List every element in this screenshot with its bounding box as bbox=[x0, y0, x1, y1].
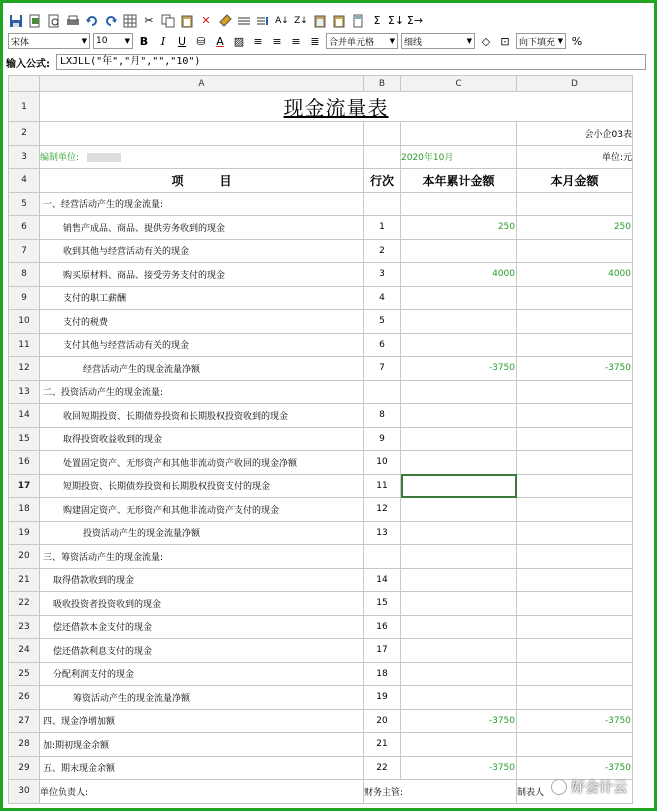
row-header[interactable]: 26 bbox=[9, 686, 40, 710]
row-header[interactable]: 30 bbox=[9, 780, 40, 804]
ytd-amount-cell[interactable] bbox=[401, 404, 517, 428]
month-amount-cell[interactable] bbox=[517, 380, 633, 404]
item-cell[interactable]: 投资活动产生的现金流量净额 bbox=[40, 521, 364, 545]
row-header[interactable]: 29 bbox=[9, 756, 40, 780]
row-header[interactable]: 19 bbox=[9, 521, 40, 545]
item-cell[interactable]: 分配利润支付的现金 bbox=[40, 662, 364, 686]
line-cell[interactable]: 11 bbox=[364, 474, 401, 498]
table-row bbox=[9, 192, 633, 216]
table-row bbox=[9, 756, 633, 780]
row-header[interactable]: 13 bbox=[9, 380, 40, 404]
preparer-cell[interactable]: 制表人 bbox=[517, 780, 633, 804]
chevron-down-icon: ▼ bbox=[389, 37, 395, 45]
table-row bbox=[9, 474, 633, 498]
line-cell[interactable]: 16 bbox=[364, 615, 401, 639]
merge-select[interactable] bbox=[326, 33, 398, 49]
ytd-amount-cell[interactable] bbox=[401, 733, 517, 757]
copy-icon[interactable] bbox=[160, 13, 176, 29]
item-cell[interactable]: 四、现金净增加额 bbox=[40, 709, 364, 733]
font-size-select[interactable] bbox=[93, 33, 133, 49]
line-cell[interactable] bbox=[364, 545, 401, 569]
row-header[interactable]: 7 bbox=[9, 239, 40, 263]
item-cell[interactable]: 支付的职工薪酬 bbox=[40, 286, 364, 310]
unit-name-redacted bbox=[87, 153, 121, 162]
title-row bbox=[9, 92, 633, 122]
ytd-amount-cell[interactable]: -3750 bbox=[401, 357, 517, 381]
table-row bbox=[9, 310, 633, 334]
line-cell[interactable]: 9 bbox=[364, 427, 401, 451]
item-cell[interactable]: 收回短期投资、长期债券投资和长期股权投资收到的现金 bbox=[40, 404, 364, 428]
footer-row bbox=[9, 780, 633, 804]
ytd-amount-cell[interactable] bbox=[401, 521, 517, 545]
item-cell[interactable]: 购建固定资产、无形资产和其他非流动资产支付的现金 bbox=[40, 498, 364, 522]
line-cell[interactable]: 4 bbox=[364, 286, 401, 310]
ytd-amount-cell[interactable] bbox=[401, 568, 517, 592]
grid-icon[interactable] bbox=[122, 13, 138, 29]
ytd-amount-cell[interactable] bbox=[401, 592, 517, 616]
sort-asc-icon[interactable]: A↓ bbox=[275, 16, 289, 26]
month-header-cell[interactable]: 本月金额 bbox=[517, 169, 633, 193]
month-amount-cell[interactable] bbox=[517, 733, 633, 757]
sum-col-icon[interactable]: Σ→ bbox=[406, 14, 424, 27]
cell[interactable] bbox=[364, 122, 401, 146]
ytd-amount-cell[interactable] bbox=[401, 239, 517, 263]
line-cell[interactable]: 13 bbox=[364, 521, 401, 545]
ytd-amount-cell[interactable] bbox=[401, 498, 517, 522]
table-row bbox=[9, 216, 633, 240]
line-cell[interactable]: 17 bbox=[364, 639, 401, 663]
item-cell[interactable]: 收到其他与经营活动有关的现金 bbox=[40, 239, 364, 263]
line-cell[interactable]: 22 bbox=[364, 756, 401, 780]
line-cell[interactable] bbox=[364, 192, 401, 216]
row-header[interactable]: 20 bbox=[9, 545, 40, 569]
month-amount-cell[interactable] bbox=[517, 686, 633, 710]
font-size-value: 10 bbox=[96, 36, 108, 46]
align-left-icon[interactable]: ≡ bbox=[253, 34, 263, 48]
row-header[interactable]: 12 bbox=[9, 357, 40, 381]
eraser-icon[interactable]: ◇ bbox=[481, 34, 491, 48]
chevron-down-icon: ▼ bbox=[557, 37, 563, 45]
month-amount-cell[interactable]: -3750 bbox=[517, 709, 633, 733]
table-row bbox=[9, 239, 633, 263]
ytd-amount-cell[interactable] bbox=[401, 615, 517, 639]
ytd-amount-cell[interactable]: -3750 bbox=[401, 756, 517, 780]
item-cell[interactable]: 加:期初现金余额 bbox=[40, 733, 364, 757]
row-header[interactable]: 24 bbox=[9, 639, 40, 663]
month-amount-cell[interactable]: 250 bbox=[517, 216, 633, 240]
item-cell[interactable]: 取得借款收到的现金 bbox=[40, 568, 364, 592]
row-header[interactable]: 10 bbox=[9, 310, 40, 334]
sum-icon[interactable]: Σ bbox=[373, 14, 381, 27]
redo-icon[interactable] bbox=[103, 13, 119, 29]
ytd-amount-cell[interactable] bbox=[401, 545, 517, 569]
cell[interactable] bbox=[364, 145, 401, 169]
row-header[interactable]: 21 bbox=[9, 568, 40, 592]
row-header[interactable]: 14 bbox=[9, 404, 40, 428]
ytd-amount-cell[interactable] bbox=[401, 686, 517, 710]
insert-col-icon[interactable] bbox=[255, 13, 271, 29]
item-header-cell[interactable]: 项 目 bbox=[40, 169, 364, 193]
row-header[interactable]: 4 bbox=[9, 169, 40, 193]
spreadsheet-grid bbox=[8, 75, 633, 804]
month-amount-cell[interactable] bbox=[517, 286, 633, 310]
month-amount-cell[interactable] bbox=[517, 192, 633, 216]
line-cell[interactable] bbox=[364, 380, 401, 404]
table-row bbox=[9, 357, 633, 381]
sort-desc-icon[interactable]: Z↓ bbox=[294, 16, 308, 26]
line-cell[interactable]: 20 bbox=[364, 709, 401, 733]
table-row bbox=[9, 639, 633, 663]
table-row bbox=[9, 521, 633, 545]
sum-row-icon[interactable]: Σ↓ bbox=[387, 14, 405, 27]
line-cell[interactable]: 21 bbox=[364, 733, 401, 757]
line-cell[interactable]: 10 bbox=[364, 451, 401, 475]
watermark-text: 好会计云 bbox=[571, 780, 627, 796]
grid-body bbox=[9, 76, 633, 804]
item-cell[interactable]: 短期投资、长期债券投资和长期股权投资支付的现金 bbox=[40, 474, 364, 498]
row-header[interactable]: 3 bbox=[9, 145, 40, 169]
ytd-amount-cell[interactable] bbox=[401, 639, 517, 663]
delete-icon[interactable]: ✕ bbox=[201, 14, 211, 27]
item-cell[interactable]: 五、期末现金余额 bbox=[40, 756, 364, 780]
table-row bbox=[9, 286, 633, 310]
item-cell[interactable]: 购买原材料、商品、接受劳务支付的现金 bbox=[40, 263, 364, 287]
ytd-amount-cell[interactable] bbox=[401, 333, 517, 357]
month-amount-cell[interactable] bbox=[517, 333, 633, 357]
cut-icon[interactable]: ✂ bbox=[144, 14, 154, 27]
italic-button[interactable]: I bbox=[160, 34, 166, 48]
border-style-icon[interactable]: ▨ bbox=[233, 34, 245, 48]
paste-value-icon[interactable] bbox=[331, 13, 347, 29]
line-cell[interactable]: 12 bbox=[364, 498, 401, 522]
row-header[interactable]: 6 bbox=[9, 216, 40, 240]
insert-row-icon[interactable] bbox=[236, 13, 252, 29]
align-center-icon[interactable]: ≡ bbox=[272, 34, 282, 48]
print-preview-icon[interactable] bbox=[27, 13, 43, 29]
column-header-row bbox=[9, 76, 633, 92]
table-row bbox=[9, 404, 633, 428]
row-header[interactable]: 18 bbox=[9, 498, 40, 522]
month-amount-cell[interactable] bbox=[517, 239, 633, 263]
month-amount-cell[interactable] bbox=[517, 474, 633, 498]
form-code-row bbox=[9, 122, 633, 146]
line-cell[interactable]: 6 bbox=[364, 333, 401, 357]
ytd-amount-cell[interactable] bbox=[401, 662, 517, 686]
formula-bar bbox=[6, 53, 646, 71]
line-cell[interactable]: 8 bbox=[364, 404, 401, 428]
line-cell[interactable]: 2 bbox=[364, 239, 401, 263]
formula-label: 输入公式: bbox=[6, 58, 50, 70]
currency-cell[interactable]: 单位:元 bbox=[517, 145, 633, 169]
signer-cell[interactable]: 单位负责人: bbox=[40, 780, 364, 804]
border-select[interactable] bbox=[401, 33, 475, 49]
finance-manager-cell[interactable]: 财务主管: bbox=[364, 780, 517, 804]
line-cell[interactable]: 3 bbox=[364, 263, 401, 287]
month-amount-cell[interactable] bbox=[517, 451, 633, 475]
item-cell[interactable]: 处置固定资产、无形资产和其他非流动资产收回的现金净额 bbox=[40, 451, 364, 475]
cell[interactable] bbox=[40, 122, 364, 146]
line-cell[interactable]: 19 bbox=[364, 686, 401, 710]
watermark bbox=[551, 777, 627, 797]
calculator-icon[interactable] bbox=[350, 13, 366, 29]
item-cell[interactable]: 筹资活动产生的现金流量净额 bbox=[40, 686, 364, 710]
paste-icon[interactable] bbox=[179, 13, 195, 29]
chevron-down-icon: ▼ bbox=[466, 37, 472, 45]
row-header[interactable]: 5 bbox=[9, 192, 40, 216]
ytd-amount-cell[interactable] bbox=[401, 451, 517, 475]
month-amount-cell[interactable] bbox=[517, 498, 633, 522]
align-right-icon[interactable]: ≡ bbox=[291, 34, 301, 48]
row-header[interactable]: 16 bbox=[9, 451, 40, 475]
form-code-cell[interactable]: 会小企03表 bbox=[517, 122, 633, 146]
fill-down-select[interactable] bbox=[516, 33, 566, 49]
table-row bbox=[9, 592, 633, 616]
row-header[interactable]: 22 bbox=[9, 592, 40, 616]
row-header[interactable]: 8 bbox=[9, 263, 40, 287]
row-header[interactable]: 2 bbox=[9, 122, 40, 146]
select-all-corner[interactable] bbox=[9, 76, 40, 92]
item-cell[interactable]: 偿还借款本金支付的现金 bbox=[40, 615, 364, 639]
report-title: 现金流量表 bbox=[283, 96, 389, 120]
item-cell[interactable]: 销售产成品、商品、提供劳务收到的现金 bbox=[40, 216, 364, 240]
paste-special-icon[interactable] bbox=[312, 13, 328, 29]
item-cell[interactable]: 支付其他与经营活动有关的现金 bbox=[40, 333, 364, 357]
row-header[interactable]: 27 bbox=[9, 709, 40, 733]
month-amount-cell[interactable] bbox=[517, 662, 633, 686]
period-cell[interactable]: 2020年10月 bbox=[401, 145, 517, 169]
ytd-amount-cell[interactable] bbox=[401, 380, 517, 404]
table-row bbox=[9, 615, 633, 639]
fill-down-value: 向下填充 bbox=[519, 37, 556, 48]
table-row bbox=[9, 733, 633, 757]
item-cell[interactable]: 支付的税费 bbox=[40, 310, 364, 334]
report-title-cell[interactable] bbox=[40, 92, 633, 122]
ytd-amount-cell[interactable]: 250 bbox=[401, 216, 517, 240]
print-icon[interactable] bbox=[65, 13, 81, 29]
month-amount-cell[interactable] bbox=[517, 521, 633, 545]
item-cell[interactable]: 一、经营活动产生的现金流量: bbox=[40, 192, 364, 216]
formula-input[interactable]: LXJLL("年","月","","10") bbox=[56, 54, 646, 70]
ytd-amount-cell[interactable]: 4000 bbox=[401, 263, 517, 287]
table-row bbox=[9, 662, 633, 686]
month-amount-cell[interactable]: -3750 bbox=[517, 357, 633, 381]
table-row bbox=[9, 263, 633, 287]
month-amount-cell[interactable]: -3750 bbox=[517, 756, 633, 780]
month-amount-cell[interactable] bbox=[517, 404, 633, 428]
month-amount-cell[interactable] bbox=[517, 639, 633, 663]
row-header[interactable]: 28 bbox=[9, 733, 40, 757]
font-family-value: 宋体 bbox=[11, 37, 30, 48]
table-row bbox=[9, 498, 633, 522]
format-brush-icon[interactable] bbox=[217, 13, 233, 29]
line-cell[interactable]: 14 bbox=[364, 568, 401, 592]
month-amount-cell[interactable] bbox=[517, 592, 633, 616]
toolbar-format bbox=[8, 31, 657, 51]
line-cell[interactable]: 18 bbox=[364, 662, 401, 686]
month-amount-cell[interactable] bbox=[517, 545, 633, 569]
font-color-button[interactable]: A bbox=[216, 34, 224, 48]
table-row bbox=[9, 451, 633, 475]
save-icon[interactable] bbox=[8, 13, 24, 29]
underline-button[interactable]: U bbox=[177, 34, 187, 48]
bold-button[interactable]: B bbox=[139, 34, 149, 48]
font-family-select[interactable] bbox=[8, 33, 90, 49]
item-cell[interactable]: 偿还借款利息支付的现金 bbox=[40, 639, 364, 663]
wrap-text-icon[interactable]: ≣ bbox=[310, 34, 320, 48]
row-header[interactable]: 11 bbox=[9, 333, 40, 357]
unit-label: 编制单位: bbox=[40, 153, 80, 164]
table-row bbox=[9, 686, 633, 710]
chevron-down-icon: ▼ bbox=[124, 37, 130, 45]
item-cell[interactable]: 二、投资活动产生的现金流量: bbox=[40, 380, 364, 404]
table-row bbox=[9, 380, 633, 404]
item-cell[interactable]: 三、筹资活动产生的现金流量: bbox=[40, 545, 364, 569]
line-cell[interactable]: 15 bbox=[364, 592, 401, 616]
ytd-amount-cell[interactable] bbox=[401, 192, 517, 216]
undo-icon[interactable] bbox=[84, 13, 100, 29]
meta-row bbox=[9, 145, 633, 169]
month-amount-cell[interactable]: 4000 bbox=[517, 263, 633, 287]
ytd-amount-cell[interactable] bbox=[401, 310, 517, 334]
row-header[interactable]: 17 bbox=[9, 474, 40, 498]
column-header[interactable]: D bbox=[517, 76, 633, 92]
line-cell[interactable]: 1 bbox=[364, 216, 401, 240]
table-row bbox=[9, 545, 633, 569]
fill-color-icon[interactable]: ⛁ bbox=[196, 34, 206, 48]
item-cell[interactable]: 吸收投资者投资收到的现金 bbox=[40, 592, 364, 616]
row-header[interactable]: 23 bbox=[9, 615, 40, 639]
row-header[interactable]: 25 bbox=[9, 662, 40, 686]
table-row bbox=[9, 709, 633, 733]
border-value: 细线 bbox=[404, 37, 423, 48]
item-cell[interactable]: 取得投资收益收到的现金 bbox=[40, 427, 364, 451]
table-row bbox=[9, 568, 633, 592]
row-header[interactable]: 1 bbox=[9, 92, 40, 122]
month-amount-cell[interactable] bbox=[517, 615, 633, 639]
line-cell[interactable]: 5 bbox=[364, 310, 401, 334]
preview-icon[interactable] bbox=[46, 13, 62, 29]
table-row bbox=[9, 427, 633, 451]
percent-button[interactable]: % bbox=[571, 34, 583, 48]
lock-icon[interactable]: ⊡ bbox=[500, 34, 510, 48]
column-header[interactable]: A bbox=[40, 76, 364, 92]
ytd-amount-cell[interactable] bbox=[401, 427, 517, 451]
column-header[interactable]: B bbox=[364, 76, 401, 92]
line-cell[interactable]: 7 bbox=[364, 357, 401, 381]
item-cell[interactable]: 经营活动产生的现金流量净额 bbox=[40, 357, 364, 381]
month-amount-cell[interactable] bbox=[517, 310, 633, 334]
month-amount-cell[interactable] bbox=[517, 568, 633, 592]
ytd-amount-cell[interactable] bbox=[401, 474, 517, 498]
ytd-amount-cell[interactable] bbox=[401, 286, 517, 310]
line-header-cell[interactable]: 行次 bbox=[364, 169, 401, 193]
cell[interactable] bbox=[401, 122, 517, 146]
table-header-row bbox=[9, 169, 633, 193]
month-amount-cell[interactable] bbox=[517, 427, 633, 451]
ytd-amount-cell[interactable]: -3750 bbox=[401, 709, 517, 733]
merge-value: 合并单元格 bbox=[329, 37, 375, 48]
row-header[interactable]: 15 bbox=[9, 427, 40, 451]
unit-label-cell[interactable] bbox=[40, 145, 364, 169]
toolbar-main bbox=[8, 11, 423, 31]
column-header[interactable]: C bbox=[401, 76, 517, 92]
table-row bbox=[9, 333, 633, 357]
ytd-header-cell[interactable]: 本年累计金额 bbox=[401, 169, 517, 193]
row-header[interactable]: 9 bbox=[9, 286, 40, 310]
wechat-logo-icon bbox=[551, 779, 567, 795]
chevron-down-icon: ▼ bbox=[81, 37, 87, 45]
